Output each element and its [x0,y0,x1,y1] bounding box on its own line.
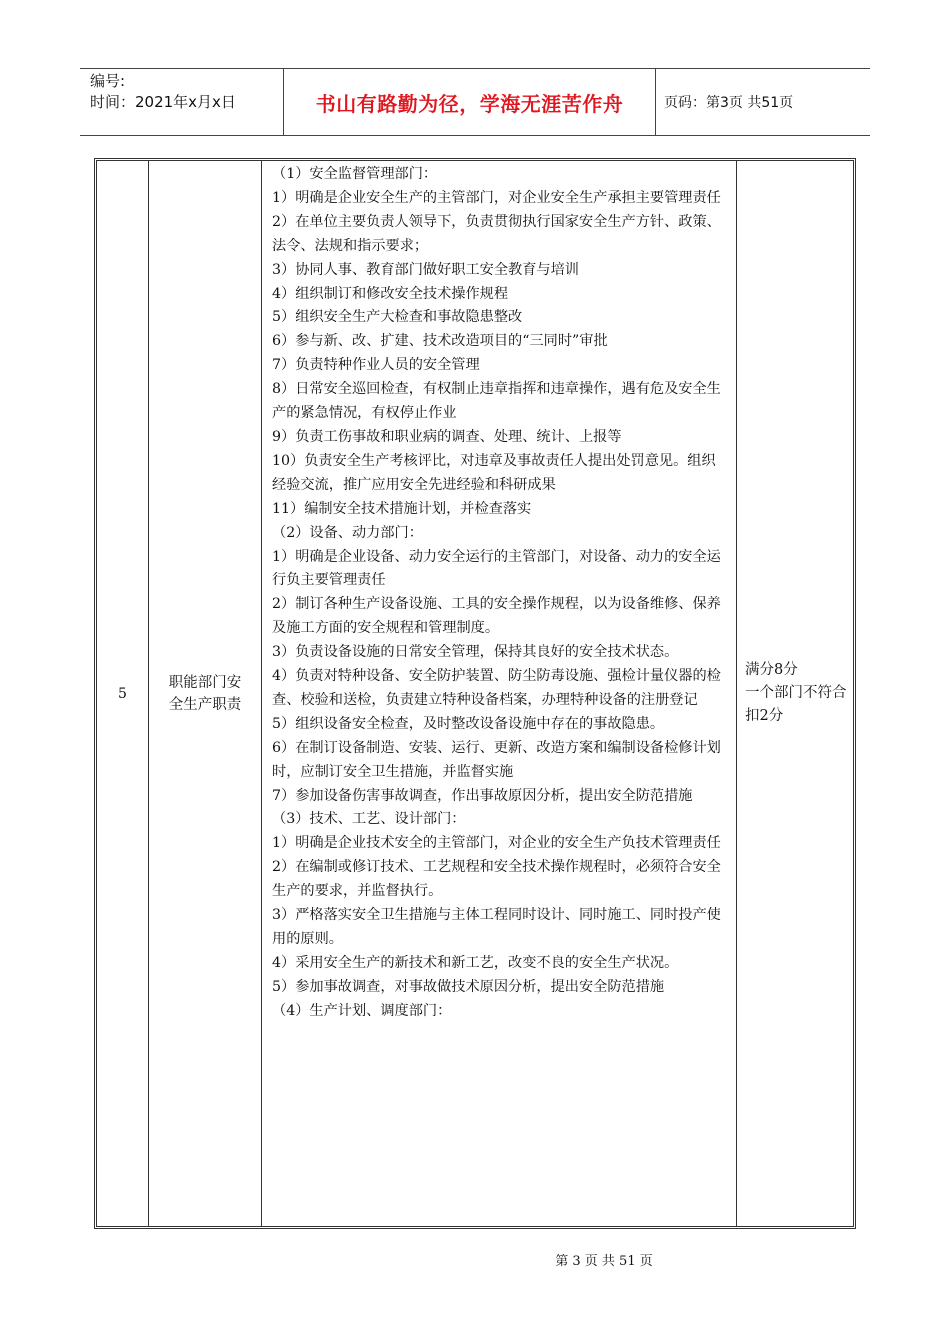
header-slogan: 书山有路勤为径，学海无涯苦作舟 [315,91,624,116]
row-category: 职能部门安全生产职责 [168,674,242,713]
content-line: 5）参加事故调查，对事故做技术原因分析，提出安全防范措施 [272,978,665,995]
content-line: 3）严格落实安全卫生措施与主体工程同时设计、同时施工、同时投产使用的原则。 [272,907,721,947]
time-label: 时间：2021年x月x日 [90,93,236,111]
content-line: 2）制订各种生产设备设施、工具的安全操作规程，以为设备维修、保养及施工方面的安全规程和管理制度。 [272,596,721,637]
content-line: 5）组织设备安全检查，及时整改设备设施中存在的事故隐患。 [272,715,665,732]
content-line: 10）负责安全生产考核评比，对违章及事故责任人提出处罚意见。组织经验交流，推广应用安全先进经验和科研成果 [272,452,716,493]
content-line: （4）生产计划、调度部门： [272,1002,452,1019]
content-line: 2）在单位主要负责人领导下，负责贯彻执行国家安全生产方针、政策、法令、法规和指示要求； [272,213,721,254]
content-line: （3）技术、工艺、设计部门： [272,811,466,828]
content-line: （2）设备、动力部门： [272,524,423,541]
header-page-info: 页码：第3页 共51页 [664,95,794,111]
content-line: 5）组织安全生产大检查和事故隐患整改 [272,309,523,326]
criteria-line-0: 满分8分 [745,662,798,678]
header-meta [80,69,284,135]
content-line: 1）明确是企业设备、动力安全运行的主管部门，对设备、动力的安全运行负主要管理责任 [272,548,721,589]
content-line: 4）负责对特种设备、安全防护装置、防尘防毒设施、强检计量仪器的检查、校验和送检，负责建立特种设备档案，办理特种设备的注册登记 [272,668,721,708]
content-line: 3）负责设备设施的日常安全管理，保持其良好的安全技术状态。 [272,644,679,661]
row-category-cell [149,161,262,1226]
content-line: 2）在编制或修订技术、工艺规程和安全技术操作规程时，必须符合安全生产的要求，并监督执行。 [272,859,721,900]
page-header [80,68,870,136]
content-line: 6）参与新、改、扩建、技术改造项目的“三同时”审批 [272,333,608,350]
responsibility-table [94,158,856,1229]
content-line: 4）采用安全生产的新技术和新工艺，改变不良的安全生产状况。 [272,954,679,971]
row-content [262,161,737,1226]
content-line: 11）编制安全技术措施计划，并检查落实 [272,500,532,517]
content-line: 1）明确是企业技术安全的主管部门，对企业的安全生产负技术管理责任 [272,835,721,852]
row-index: 5 [97,161,149,1226]
content-line: 1）明确是企业安全生产的主管部门，对企业安全生产承担主要管理责任 [272,189,721,206]
content-line: 3）协同人事、教育部门做好职工安全教育与培训 [272,261,579,278]
content-line: 8）日常安全巡回检查，有权制止违章指挥和违章操作，遇有危及安全生产的紧急情况，有权停止作业 [272,381,721,422]
content-line: （1）安全监督管理部门： [272,166,438,182]
footer-page-text: 第 3 页 共 51 页 [555,1254,653,1269]
content-line: 6）在制订设备制造、安装、运行、更新、改造方案和编制设备检修计划时，应制订安全卫生措施，并监督实施 [272,739,721,780]
content-line: 9）负责工伤事故和职业病的调查、处理、统计、上报等 [272,428,622,445]
page-footer [0,1250,950,1269]
number-label: 编号: [90,72,126,90]
content-line: 7）负责特种作业人员的安全管理 [272,357,480,374]
header-slogan-cell [284,69,656,135]
row-criteria-cell [737,161,853,1226]
criteria-line-1: 一个部门不符合扣2分 [745,685,847,724]
content-line: 4）组织制订和修改安全技术操作规程 [272,285,509,302]
content-line: 7）参加设备伤害事故调查，作出事故原因分析，提出安全防范措施 [272,787,693,804]
